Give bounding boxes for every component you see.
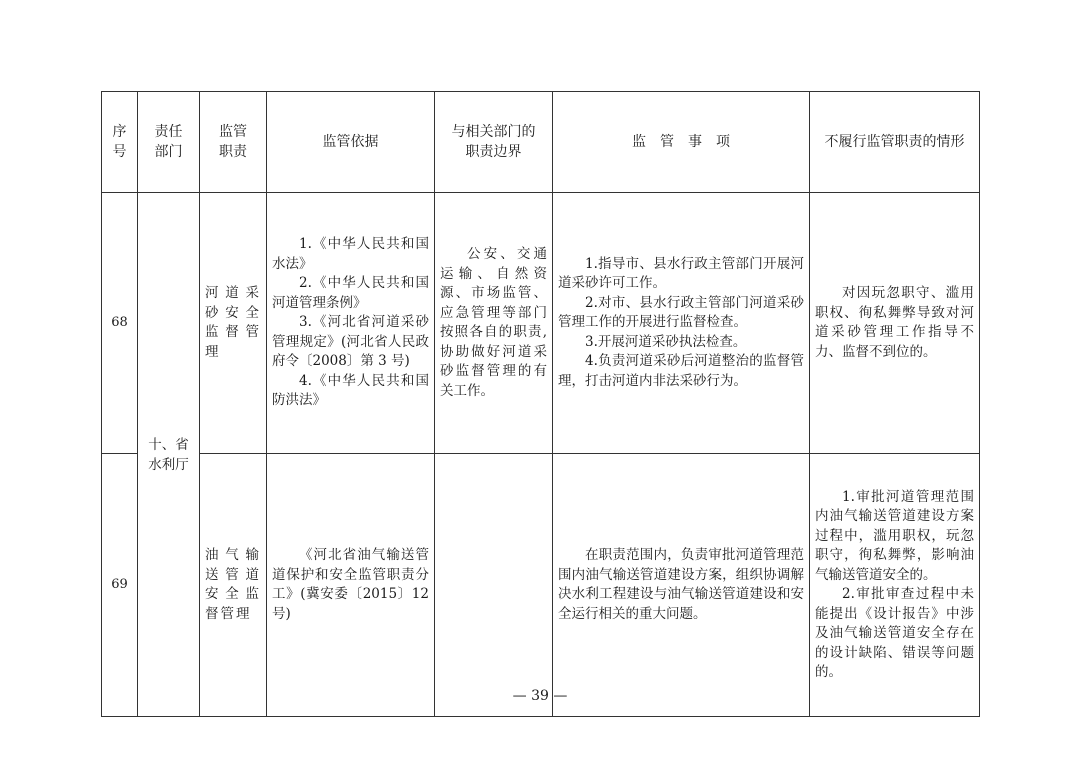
header-basis: 监管依据 [267,92,435,193]
header-dept: 责任 部门 [138,92,200,193]
row-boundary [435,454,553,717]
header-seq: 序 号 [102,92,138,193]
row-basis: 1.《中华人民共和国水法》 2.《中华人民共和国河道管理条例》 3.《河北省河道采砂管理规定》(河北省人民政府令〔2008〕第 3 号) 4.《中华人民共和国防洪法》 [267,193,435,454]
row-duty: 油气输送管道安全监督管理 [200,454,267,717]
header-row [102,92,980,193]
row-matters: 在职责范围内，负责审批河道管理范围内油气输送管道建设方案，组织协调解决水利工程建设与油气输送管道建设和安全运行相关的重大问题。 [553,454,810,717]
table-row [102,454,980,717]
table-row [102,193,980,454]
row-failure: 1.审批河道管理范围内油气输送管道建设方案过程中，滥用职权，玩忽职守，徇私舞弊，影响油气输送管道安全的。 2.审批审查过程中未能提出《设计报告》中涉及油气输送管道安全存在的设计缺陷、错误等问题的。 [810,454,980,717]
header-duty: 监管 职责 [200,92,267,193]
row-seq: 68 [102,193,138,454]
row-boundary: 公安、交通运输、自然资源、市场监管、应急管理等部门按照各自的职责,协助做好河道采砂监督管理的有关工作。 [435,193,553,454]
row-duty: 河道采砂安全监督管理 [200,193,267,454]
row-matters: 1.指导市、县水行政主管部门开展河道采砂许可工作。 2.对市、县水行政主管部门河道采砂管理工作的开展进行监督检查。 3.开展河道采砂执法检查。 4.负责河道采砂后河道整治的监督管理，打击河道内非法采砂行为。 [553,193,810,454]
row-seq: 69 [102,454,138,717]
row-failure: 对因玩忽职守、滥用职权、徇私舞弊导致对河道采砂管理工作指导不力、监督不到位的。 [810,193,980,454]
header-boundary: 与相关部门的 职责边界 [435,92,553,193]
page-number: — 39 — [512,688,568,704]
department-cell: 十、省 水利厅 [138,193,200,717]
supervision-table [101,91,980,717]
row-basis: 《河北省油气输送管道保护和安全监管职责分工》(冀安委〔2015〕12 号) [267,454,435,717]
header-matters: 监 管 事 项 [553,92,810,193]
header-failure: 不履行监管职责的情形 [810,92,980,193]
